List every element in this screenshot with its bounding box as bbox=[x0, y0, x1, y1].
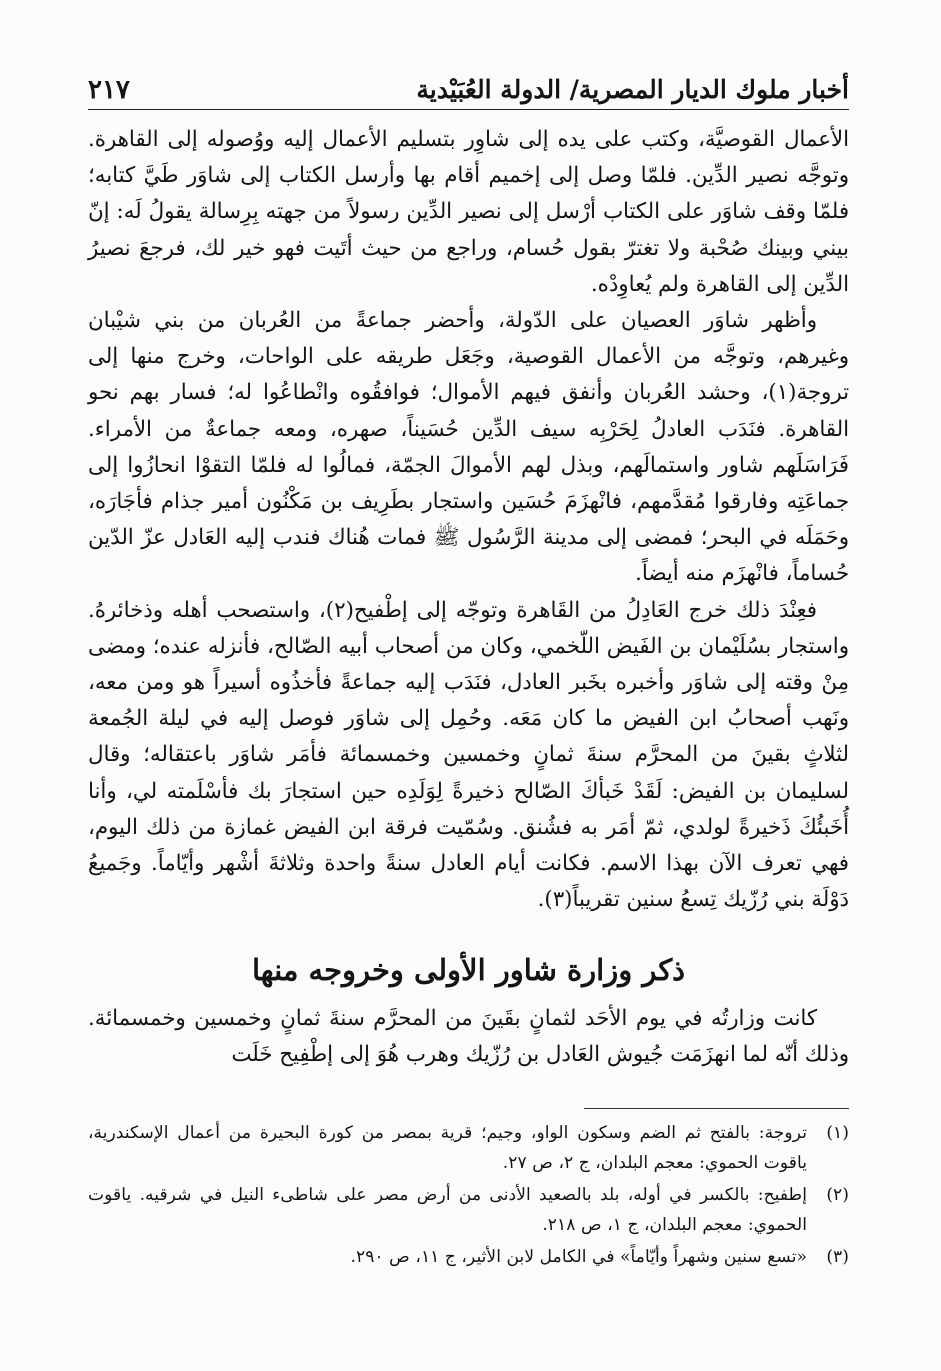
section-heading: ذكر وزارة شاور الأولى وخروجه منها bbox=[251, 953, 686, 987]
paragraph: الأعمال القوصيَّة، وكتب على يده إلى شاوِر بتسليم الأعمال إليه ووُصوله إلى القاهرة. وتوجَّه نصير الدِّين. فلمّا وصل إلى إخميم أقام بها وأرسل الكتاب إلى شاوَر طَيَّ كتابه؛ فلمّا وقف شاوَر على الكتاب أرْسل إلى نصير الدِّين رسولاً من جهته بِرِسالة يقولُ لَه: إنّ بيني وبينك صُحْبة ولا تغترّ بقول حُسام، وراجع من حيث أتَيت فهو خير لك، فرجعَ نصيرُ الدِّين إلى القاهرة ولم يُعاوِدْه. bbox=[88, 127, 849, 297]
footnote bbox=[88, 1118, 849, 1178]
paragraph: كانت وزارتُه في يوم الأحَد لثمانٍ بقَينَ من المحرَّم سنةَ ثمانٍ وخمسين وخمسمائة. وذلك أنّه لما انهزَمَت جُيوش العَادل بن رُزّيك وهرب هُوَ إلى إطْفِيح خَلَت bbox=[88, 1006, 849, 1068]
section-text bbox=[88, 1001, 849, 1073]
main-text bbox=[88, 122, 849, 918]
paragraph: فعِنْدَ ذلك خرج العَادِلُ من القَاهرة وتوجّه إلى إطْفيح(٢)، واستصحب أهله وذخائرهُ. واستجار بسُلَيْمان بن الفَيض اللّخمي، وكان من أصحاب أبيه الصّالح، فأنزله عنده؛ ومضى مِنْ وقته إلى شاوَر وأخبره بخَبر العادل، فنَدَب إليه جماعةً فأخذُوه أسيراً هو ومن معه، ونَهب أصحابُ ابن الفيض ما كان مَعَه. وحُمِل إلى شاوَر فوصل إليه في ليلة الجُمعة لثلاثٍ بقينَ من المحرَّم سنةَ ثمانٍ وخمسين وخمسمائة فأمَر شاوَر باعتقاله؛ وقال لسليمان بن الفيض: لَقَدْ خَبأكَ الصّالح ذخيرةً لِوَلَدِه حين استجارَ بك فأسْلَمته لي، وأنا أُخَبئُكَ ذَخيرةً لولدي، ثمّ أمَر به فشُنق. وسُمّيت فرقة ابن الفيض غمازة من ذلك اليوم، فهي تعرف الآن بهذا الاسم. فكانت أيام العادل سنةً واحدة وثلاثةَ أشْهر وأيّاماً. وجَميعُ دَوْلَة بني رُزّيك تِسعُ سنين تقريباً(٣). bbox=[88, 597, 849, 913]
page-header bbox=[88, 64, 849, 110]
footnote-text: تروجة: بالفتح ثم الضم وسكون الواو، وجيم؛ قرية بمصر من كورة البحيرة من أعمال الإسكندرية، ياقوت الحموي: معجم البلدان، ج ٢، ص ٢٧. bbox=[88, 1123, 807, 1173]
footnote-text: إطفيح: بالكسر في أوله، بلد بالصعيد الأدنى من أرض مصر على شاطىء النيل في شرقيه. ياقوت الحموي: معجم البلدان، ج ١، ص ٢١٨. bbox=[88, 1185, 807, 1235]
footnote-number: (٣) bbox=[826, 1247, 849, 1267]
running-title: أخبار ملوك الديار المصرية/ الدولة العُبَيْدية bbox=[416, 75, 849, 104]
footnote-text: «تسع سنين وشهراً وأيّاماً» في الكامل لابن الأثير، ج ١١، ص ٢٩٠. bbox=[350, 1247, 807, 1267]
footnote-number: (٢) bbox=[826, 1185, 849, 1205]
footnote-number: (١) bbox=[826, 1123, 849, 1143]
footnotes bbox=[88, 1118, 849, 1274]
footnote-divider bbox=[584, 1108, 849, 1109]
paragraph: وأظهر شاوَر العصيان على الدّولة، وأحضر جماعةً من العُربان من بني شيْبان وغيرهم، وتوجَّه من الأعمال القوصية، وجَعَل طريقه على الواحات، وخرج منها إلى تروجة(١)، وحشد العُربان وأنفق فيهم الأموال؛ فوافقُوه وانْطاعُوا له؛ فسار بهم نحو القاهرة. فنَدَب العادلُ لِحَرْبِه سيف الدِّين حُسَيناً، صهره، ومعه جماعةٌ من الأمراء. فَرَاسَلَهم شاور واستمالَهم، وبذل لهم الأموالَ الجمّة، فمالُوا له فلمّا التقوْا انحازُوا إلى جماعَتِه وفارقوا مُقدَّمهم، فانْهزَمَ حُسَين واستجار بطَرِيف بن مَكْنُون أمير جذام فأجَارَه، وحَمَلَه في البحر؛ فمضى إلى مدينة الرَّسُول ﷺ فمات هُناك فندب إليه العَادل عزّ الدّين حُساماً، فانْهزَم منه أيضاً. bbox=[88, 308, 849, 587]
footnote bbox=[88, 1180, 849, 1240]
page-number: ٢١٧ bbox=[88, 75, 130, 105]
footnote bbox=[88, 1242, 849, 1272]
